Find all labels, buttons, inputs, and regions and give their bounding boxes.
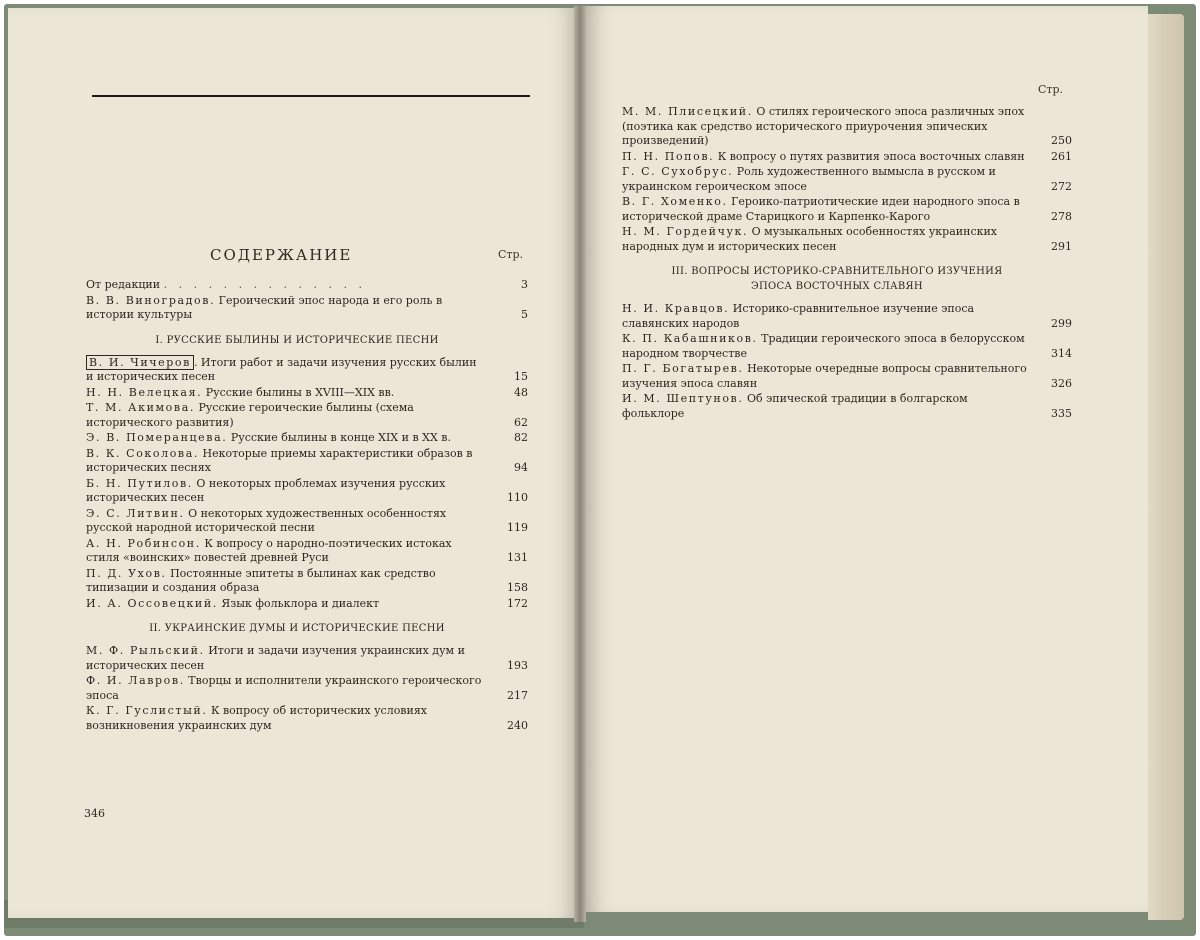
entry-author: Г. С. Сухобрус. [622, 165, 734, 178]
entry-page: 272 [1051, 179, 1072, 193]
entry-title: О некоторых проблемах изучения русских исторических песен [86, 476, 446, 504]
toc-list-right [622, 105, 1072, 422]
entry-author: И. А. Оссовецкий. [86, 596, 218, 610]
entry-author: А. Н. Робинсон. [86, 536, 201, 550]
entry-author: М. Ф. Рыльский. [86, 644, 205, 657]
page-number: 346 [84, 807, 105, 820]
toc-entry [86, 356, 528, 385]
page-stack-edge [1148, 14, 1184, 920]
entry-page: 119 [507, 521, 528, 534]
toc-entry [86, 294, 528, 323]
entry-title: Русские героические былины (схема исторического развития) [86, 401, 414, 429]
entry-page: 5 [521, 308, 528, 321]
entry-author: И. М. Шептунов. [622, 392, 744, 405]
entry-author: П. Д. Ухов. [86, 566, 167, 580]
toc-entry [622, 225, 1072, 254]
entry-title: . Итоги работ и задачи изучения русских былин и исторических песен [86, 355, 477, 383]
toc-entry [622, 392, 1072, 421]
toc-entry: От редакции . . . . . . . . . . . . . . 3 [86, 278, 528, 291]
entry-title: О некоторых художественных особенностях русской народной исторической песни [86, 506, 447, 534]
entry-page: 335 [1051, 406, 1072, 420]
toc-entry [622, 302, 1072, 331]
entry-page: 261 [1051, 149, 1072, 163]
entry-author-highlighted: В. И. Чичеров [86, 355, 194, 370]
entry-page: 314 [1051, 346, 1072, 360]
entry-author: Н. Н. Велецкая. [86, 385, 203, 399]
entry-page: 172 [507, 596, 528, 610]
toc-entry [86, 447, 528, 476]
entry-title: Русские былины в конце XIX и в XX в. [230, 431, 451, 444]
toc-entry [86, 537, 528, 566]
page-column-label: Стр. [1038, 83, 1064, 96]
entry-author: Э. В. Померанцева. [86, 431, 228, 444]
entry-page: 278 [1051, 209, 1072, 223]
toc-list-left [86, 278, 528, 734]
entry-author: К. Г. Гуслистый. [86, 704, 208, 717]
entry-page: 110 [507, 491, 528, 504]
entry-page: 240 [507, 718, 528, 732]
entry-title: Постоянные эпитеты в былинах как средство типизации и создания образа [86, 566, 436, 594]
toc-entry [622, 332, 1072, 361]
entry-title: Русские былины в XVIII—XIX вв. [205, 385, 395, 399]
page-column-label: Стр. [498, 248, 524, 261]
header-rule [92, 95, 530, 97]
entry-title: Некоторые приемы характеристики образов в исторических песнях [86, 446, 473, 474]
entry-page: 3 [521, 278, 528, 291]
book-gutter [574, 6, 586, 922]
toc-entry [86, 386, 528, 401]
entry-page: 326 [1051, 376, 1072, 390]
entry-title: Об эпической традиции в болгарском фольклоре [622, 392, 968, 420]
entry-page: 94 [514, 461, 528, 474]
toc-entry [86, 567, 528, 596]
toc-entry [86, 431, 528, 446]
entry-author: Н. И. Кравцов. [622, 302, 730, 315]
entry-page: 158 [507, 581, 528, 594]
section-title: II. УКРАИНСКИЕ ДУМЫ И ИСТОРИЧЕСКИЕ ПЕСНИ [149, 623, 445, 634]
entry-title: Творцы и исполнители украинского героического эпоса [86, 674, 482, 702]
entry-page: 217 [507, 688, 528, 702]
entry-page: 193 [507, 658, 528, 672]
toc-entry [622, 362, 1072, 391]
entry-author: П. Н. Попов. [622, 149, 715, 163]
toc-entry [86, 674, 528, 703]
entry-page: 62 [514, 415, 528, 429]
toc-entry [86, 597, 528, 612]
entry-page: 82 [514, 431, 528, 444]
entry-page: 250 [1051, 134, 1072, 147]
toc-entry [622, 150, 1072, 165]
toc-entry [86, 477, 528, 506]
toc-entry [622, 165, 1072, 194]
section-title: I. РУССКИЕ БЫЛИНЫ И ИСТОРИЧЕСКИЕ ПЕСНИ [155, 334, 439, 346]
entry-author: Т. М. Акимова. [86, 401, 195, 414]
entry-title: О музыкальных особенностях украинских народных дум и исторических песен [622, 225, 998, 253]
entry-author: В. Г. Хоменко. [622, 195, 728, 208]
entry-title: К вопросу о народно-поэтических истоках стиля «воинских» повестей древней Руси [86, 536, 452, 564]
entry-author: П. Г. Богатырев. [622, 362, 744, 375]
entry-title: Итоги и задачи изучения украинских дум и исторических песен [86, 644, 465, 672]
entry-title: Историко-сравнительное изучение эпоса славянских народов [622, 302, 975, 330]
entry-title: Роль художественного вымысла в русском и украинском героическом эпосе [622, 165, 996, 193]
toc-entry [622, 105, 1072, 149]
entry-page: 291 [1051, 239, 1072, 253]
entry-author: Э. С. Литвин. [86, 506, 185, 520]
toc-entry [86, 507, 528, 536]
entry-page: 15 [514, 370, 528, 383]
section-title [622, 264, 1072, 294]
toc-entry [86, 644, 528, 673]
entry-author: В. К. Соколова. [86, 446, 199, 460]
entry-page: 131 [507, 551, 528, 564]
entry-title: К вопросу об исторических условиях возникновения украинских дум [86, 704, 427, 732]
entry-title: Традиции героического эпоса в белорусском народном творчестве [622, 332, 1025, 360]
entry-title: Некоторые очередные вопросы сравнительного изучения эпоса славян [622, 362, 1027, 390]
toc-heading: СОДЕРЖАНИЕ [210, 246, 353, 264]
entry-title: Язык фольклора и диалект [221, 596, 380, 610]
entry-title: О стилях героического эпоса различных эпох (поэтика как средство исторического приурочения эпических произведений) [622, 105, 1025, 147]
entry-title: Героико-патриотические идеи народного эпоса в исторической драме Старицкого и Карпенко-Карого [622, 195, 1020, 223]
entry-page: 48 [514, 385, 528, 399]
entry-author: Ф. И. Лавров. [86, 674, 185, 687]
entry-author: М. М. Плисецкий. [622, 105, 753, 118]
entry-author: Б. Н. Путилов. [86, 476, 193, 490]
toc-entry [86, 401, 528, 430]
toc-entry [86, 704, 528, 733]
section-title-line: ЭПОСА ВОСТОЧНЫХ СЛАВЯН [751, 281, 923, 292]
section-title-line: III. ВОПРОСЫ ИСТОРИКО-СРАВНИТЕЛЬНОГО ИЗУЧЕНИЯ [671, 266, 1003, 277]
entry-page: 299 [1051, 316, 1072, 330]
entry-title: Героический эпос народа и его роль в истории культуры [86, 293, 443, 321]
entry-author: Н. М. Гордейчук. [622, 225, 749, 238]
entry-author: В. В. Виноградов. [86, 293, 216, 307]
entry-author: К. П. Кабашников. [622, 332, 758, 345]
entry-title: От редакции [86, 278, 161, 291]
entry-title: К вопросу о путях развития эпоса восточных славян [717, 149, 1025, 163]
toc-entry [622, 195, 1072, 224]
